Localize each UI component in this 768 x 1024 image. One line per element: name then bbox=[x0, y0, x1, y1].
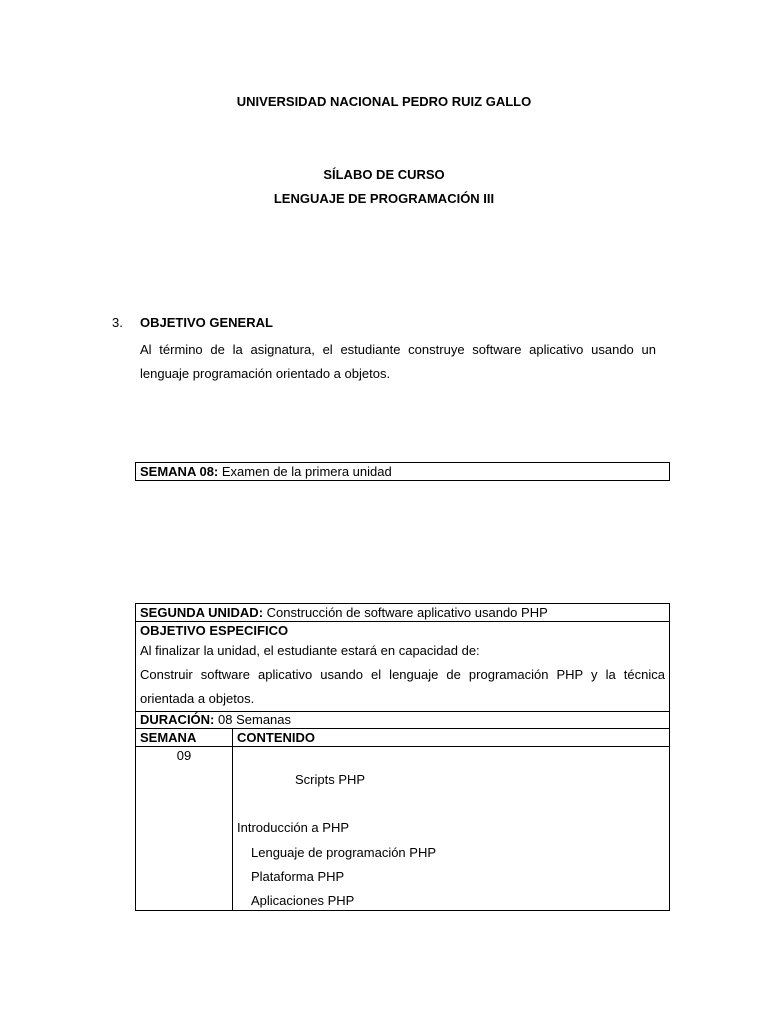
week-number: 09 bbox=[136, 747, 233, 910]
unit-row bbox=[136, 604, 669, 622]
column-header-semana: SEMANA bbox=[136, 729, 233, 746]
unit-label: SEGUNDA UNIDAD: bbox=[140, 605, 264, 620]
unit-text: Construcción de software aplicativo usando PHP bbox=[266, 605, 548, 620]
objective-row bbox=[136, 622, 669, 712]
semana-08-box bbox=[135, 462, 670, 481]
duration-text: 08 Semanas bbox=[218, 712, 292, 727]
duration-row bbox=[136, 712, 669, 729]
content-subtopic: Introducción a PHP bbox=[237, 820, 350, 835]
document-type: SÍLABO DE CURSO bbox=[323, 167, 445, 182]
university-name: UNIVERSIDAD NACIONAL PEDRO RUIZ GALLO bbox=[236, 94, 532, 109]
section-body: Al término de la asignatura, el estudiante construye software aplicativo usando un lenguaje programación orientado a objetos. bbox=[140, 342, 656, 381]
content-cell bbox=[233, 747, 669, 910]
duration-label: DURACIÓN: bbox=[140, 712, 215, 727]
semana-08-label: SEMANA 08: bbox=[140, 464, 219, 479]
course-title: LENGUAJE DE PROGRAMACIÓN III bbox=[273, 191, 495, 206]
semana-08-text: Examen de la primera unidad bbox=[221, 464, 392, 479]
section-number: 3. bbox=[112, 315, 123, 330]
objective-text: Construir software aplicativo usando el lenguaje de programación PHP y la técnica orientada a objetos. bbox=[140, 667, 665, 706]
column-header-contenido: CONTENIDO bbox=[237, 730, 315, 745]
table-row bbox=[136, 747, 669, 910]
content-topic: Scripts PHP bbox=[295, 772, 366, 787]
content-item: Plataforma PHP bbox=[251, 869, 345, 884]
objective-intro: Al finalizar la unidad, el estudiante estará en capacidad de: bbox=[140, 643, 480, 658]
table-header-row bbox=[136, 729, 669, 747]
section-title: OBJETIVO GENERAL bbox=[140, 315, 273, 330]
unit-table bbox=[135, 603, 670, 911]
content-item: Aplicaciones PHP bbox=[251, 893, 355, 908]
content-item: Lenguaje de programación PHP bbox=[251, 845, 437, 860]
objective-title: OBJETIVO ESPECIFICO bbox=[140, 623, 289, 638]
